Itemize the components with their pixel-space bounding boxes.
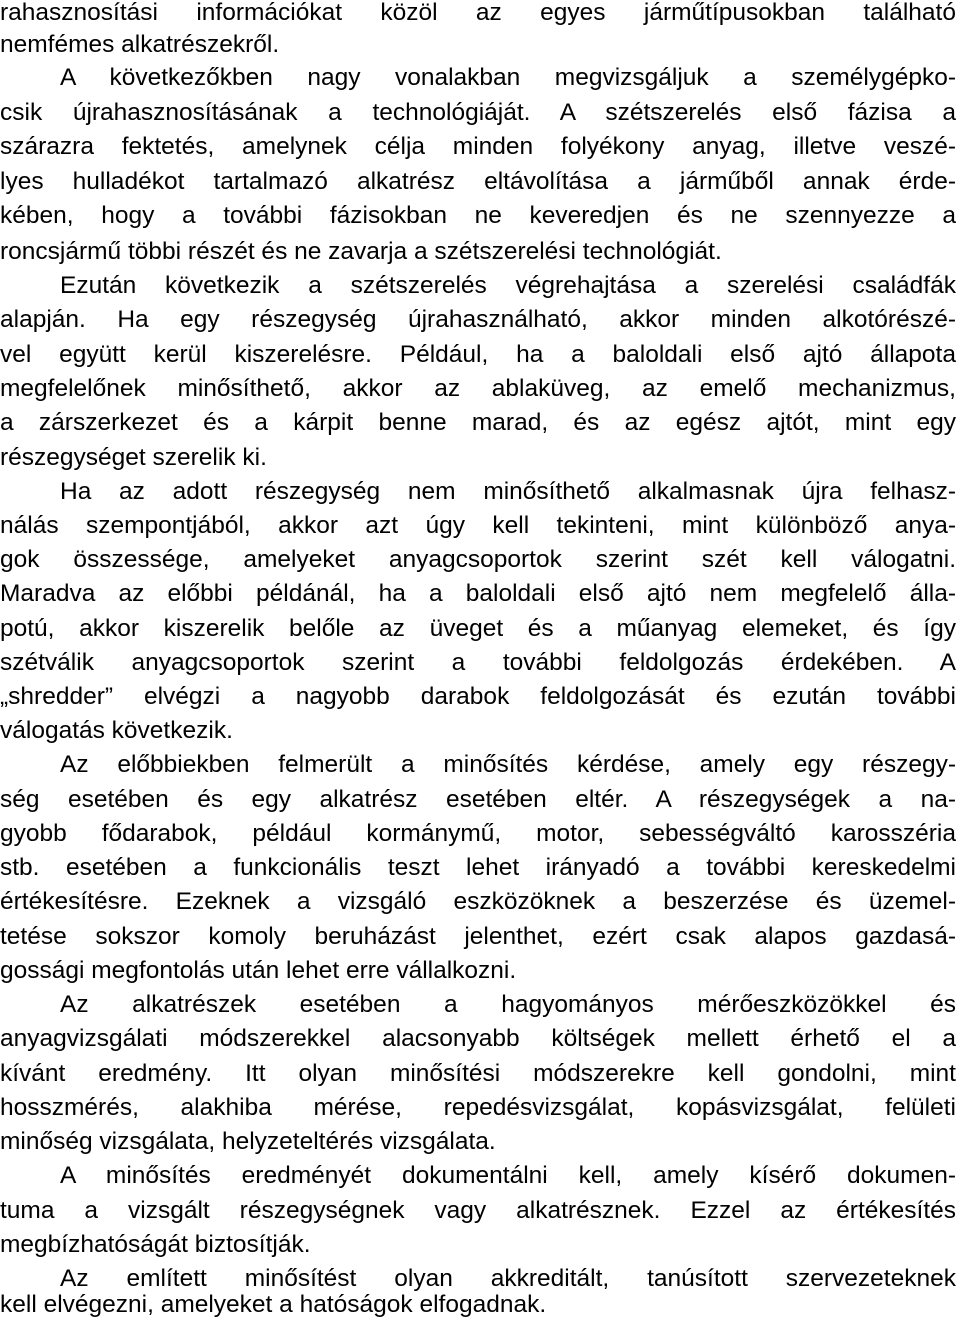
text-line: Az előbbiekben felmerült a minősítés kérdése, amely egy részegy- [60,751,956,778]
text-line: gok összessége, amelyeket anyagcsoportok szerint szét kell válogatni. [0,546,956,573]
text-line: szétválik anyagcsoportok szerint a további feldolgozás érdekében. A [0,649,956,676]
text-line: megfelelőnek minősíthető, akkor az ablaküveg, az emelő mechanizmus, [0,375,956,402]
text-line: tuma a vizsgált részegységnek vagy alkatrésznek. Ezzel az értékesítés [0,1197,956,1224]
text-line: Ha az adott részegység nem minősíthető alkalmasnak újra felhasz- [60,478,956,505]
text-line: minőség vizsgálata, helyzeteltérés vizsgálata. [0,1128,496,1155]
text-line: a zárszerkezet és a kárpit benne marad, és az egész ajtót, mint egy [0,409,956,436]
text-line: értékesítésre. Ezeknek a vizsgáló eszközöknek a beszerzése és üzemel- [0,888,956,915]
text-line: alapján. Ha egy részegység újrahasználható, akkor minden alkotórészé- [0,306,956,333]
text-line: vel együtt kerül kiszerelésre. Például, ha a baloldali első ajtó állapota [0,341,956,368]
text-line: „shredder” elvégzi a nagyobb darabok feldolgozását és ezután további [0,683,956,710]
text-line: csik újrahasznosításának a technológiáját. A szétszerelés első fázisa a [0,99,956,126]
text-line: A következőkben nagy vonalakban megvizsgáljuk a személygépko- [60,64,956,91]
text-line: rahasznosítási információkat közöl az egyes járműtípusokban található [0,0,956,26]
text-line: szárazra fektetés, amelynek célja minden folyékony anyag, illetve veszé- [0,133,956,160]
text-line: kívánt eredmény. Itt olyan minősítési módszerekre kell gondolni, mint [0,1060,956,1087]
text-line: hosszmérés, alakhiba mérése, repedésvizsgálat, kopásvizsgálat, felületi [0,1094,956,1121]
text-line: Maradva az előbbi példánál, ha a baloldali első ajtó nem megfelelő álla- [0,580,956,607]
text-line: kell elvégezni, amelyeket a hatóságok elfogadnak. [0,1291,547,1318]
text-line: anyagvizsgálati módszerekkel alacsonyabb költségek mellett érhető el a [0,1025,956,1052]
text-line: gyobb fődarabok, például kormánymű, motor, sebességváltó karosszéria [0,820,956,847]
text-line: részegységet szerelik ki. [0,444,267,471]
text-line: nálás szempontjából, akkor azt úgy kell tekinteni, mint különböző anya- [0,512,956,539]
text-line: gossági megfontolás után lehet erre vállalkozni. [0,957,517,984]
text-line: megbízhatóságát biztosítják. [0,1231,311,1258]
text-line: tetése sokszor komoly beruházást jelenthet, ezért csak alapos gazdasá- [0,923,956,950]
text-line: ség esetében és egy alkatrész esetében eltér. A részegységek a na- [0,786,956,813]
text-line: Az említett minősítést olyan akkreditált, tanúsított szervezeteknek [60,1265,956,1292]
text-line: válogatás következik. [0,717,233,744]
text-line: potú, akkor kiszerelik belőle az üveget és a műanyag elemeket, és így [0,615,956,642]
text-line: lyes hulladékot tartalmazó alkatrész eltávolítása a járműből annak érde- [0,168,956,195]
text-line: Az alkatrészek esetében a hagyományos mérőeszközökkel és [60,991,956,1018]
text-line: nemfémes alkatrészekről. [0,31,280,58]
text-line: kében, hogy a további fázisokban ne keveredjen és ne szennyezze a [0,202,956,229]
text-line: A minősítés eredményét dokumentálni kell, amely kísérő dokumen- [60,1162,956,1189]
text-line: roncsjármű többi részét és ne zavarja a szétszerelési technológiát. [0,238,722,265]
text-line: stb. esetében a funkcionális teszt lehet irányadó a további kereskedelmi [0,854,956,881]
text-line: Ezután következik a szétszerelés végrehajtása a szerelési családfák [60,272,956,299]
